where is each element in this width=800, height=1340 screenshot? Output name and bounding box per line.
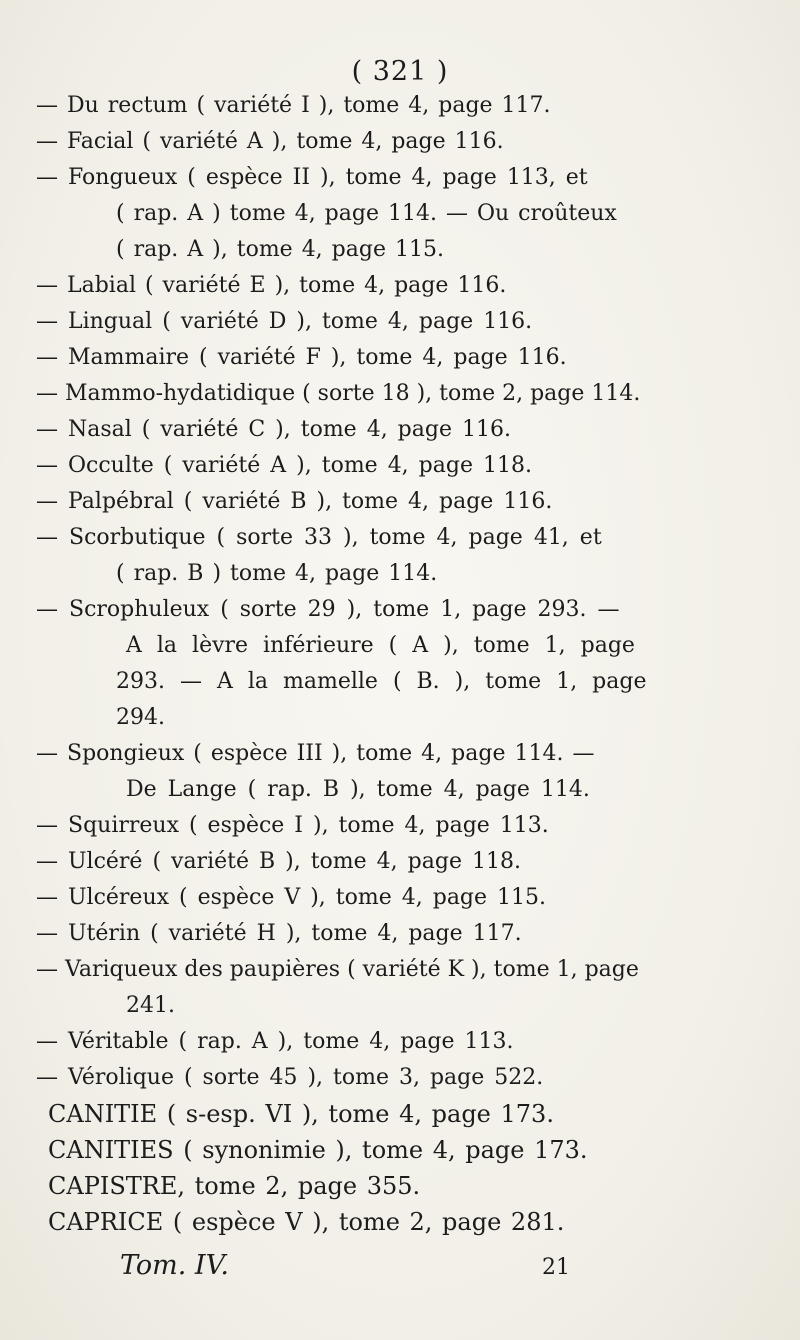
index-line: — Labial ( variété E ), tome 4, page 116. (36, 273, 507, 298)
index-line: CANITIES ( synonimie ), tome 4, page 173. (48, 1136, 588, 1164)
index-line: — Fongueux ( espèce II ), tome 4, page 113, et (36, 165, 588, 190)
index-line: CAPRICE ( espèce V ), tome 2, page 281. (48, 1208, 565, 1236)
index-line: — Variqueux des paupières ( variété K ), tome 1, page (36, 957, 639, 982)
index-line: CANITIE ( s-esp. VI ), tome 4, page 173. (48, 1100, 554, 1128)
index-line: — Mammo-hydatidique ( sorte 18 ), tome 2, page 114. (36, 381, 641, 406)
index-line: 241. (126, 993, 175, 1018)
index-line: — Scrophuleux ( sorte 29 ), tome 1, page 293. — (36, 597, 620, 622)
index-line: ( rap. A ), tome 4, page 115. (116, 237, 444, 262)
index-line: — Squirreux ( espèce I ), tome 4, page 113. (36, 813, 549, 838)
index-line: — Occulte ( variété A ), tome 4, page 118. (36, 453, 532, 478)
index-line: ( rap. B ) tome 4, page 114. (116, 561, 438, 586)
page-number: ( 321 ) (351, 56, 449, 87)
signature-mark: Tom. IV. (120, 1250, 229, 1281)
index-line: — Ulcéreux ( espèce V ), tome 4, page 115. (36, 885, 547, 910)
index-line: 293. — A la mamelle ( B. ), tome 1, page (116, 669, 647, 694)
index-line: De Lange ( rap. B ), tome 4, page 114. (126, 777, 590, 802)
index-line: — Véritable ( rap. A ), tome 4, page 113. (36, 1029, 514, 1054)
index-line: — Du rectum ( variété I ), tome 4, page 117. (36, 93, 551, 118)
sheet-number: 21 (542, 1255, 570, 1280)
index-line: 294. (116, 705, 165, 730)
index-line: — Palpébral ( variété B ), tome 4, page 116. (36, 489, 553, 514)
index-line: — Spongieux ( espèce III ), tome 4, page 114. — (36, 741, 595, 766)
index-line: — Lingual ( variété D ), tome 4, page 116. (36, 309, 533, 334)
index-line: A la lèvre inférieure ( A ), tome 1, page (126, 633, 635, 658)
index-line: — Mammaire ( variété F ), tome 4, page 116. (36, 345, 567, 370)
index-line: — Vérolique ( sorte 45 ), tome 3, page 522. (36, 1065, 544, 1090)
index-line: — Nasal ( variété C ), tome 4, page 116. (36, 417, 511, 442)
index-line: — Scorbutique ( sorte 33 ), tome 4, page 41, et (36, 525, 602, 550)
index-line: ( rap. A ) tome 4, page 114. — Ou croûteux (116, 201, 617, 226)
index-line: CAPISTRE, tome 2, page 355. (48, 1172, 421, 1200)
index-line: — Facial ( variété A ), tome 4, page 116. (36, 129, 504, 154)
index-line: — Ulcéré ( variété B ), tome 4, page 118. (36, 849, 521, 874)
index-line: — Utérin ( variété H ), tome 4, page 117. (36, 921, 522, 946)
